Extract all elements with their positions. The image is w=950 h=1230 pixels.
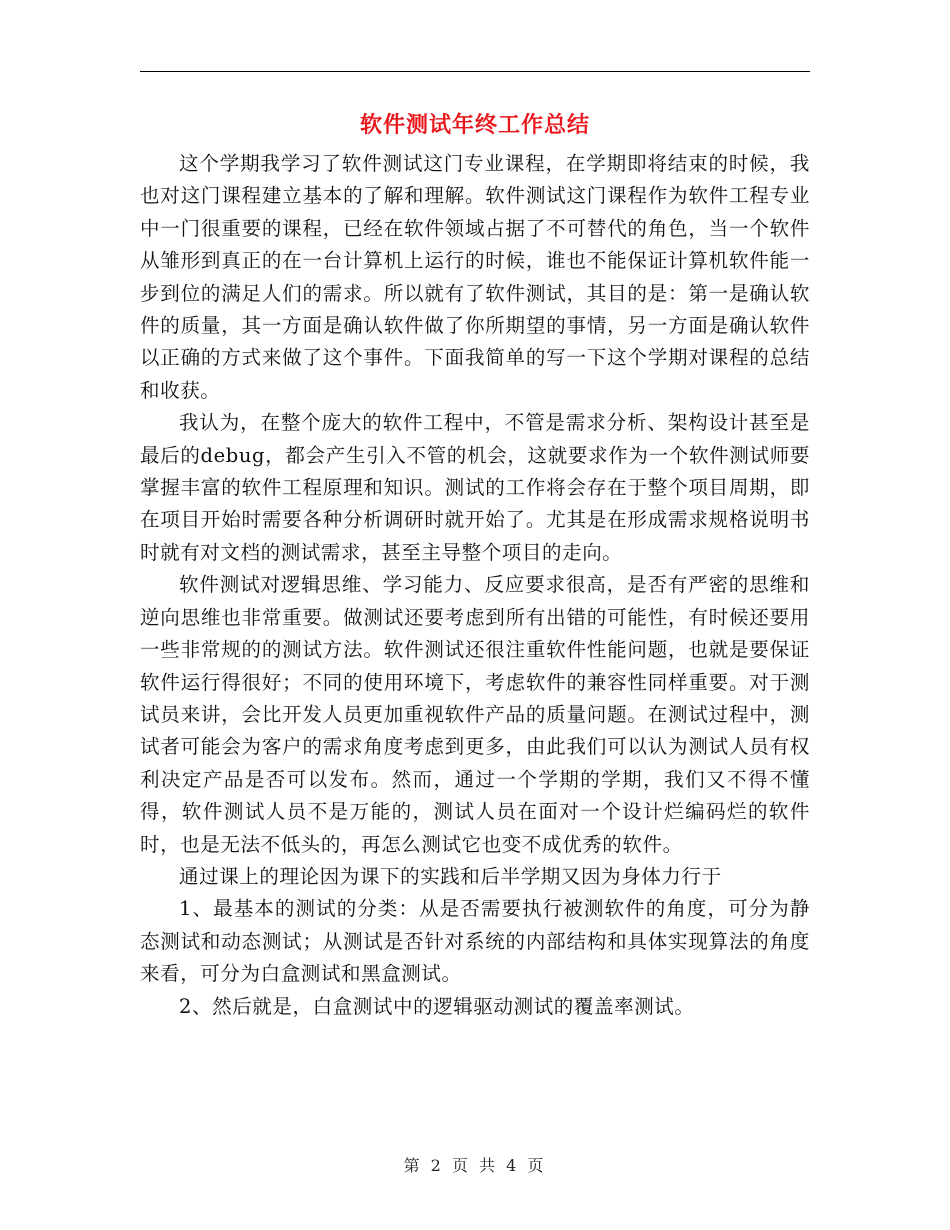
paragraph-item-2: 2、然后就是，白盒测试中的逻辑驱动测试的覆盖率测试。: [179, 994, 695, 1018]
document-title: 软件测试年终工作总结: [359, 112, 590, 138]
paragraph-thinking: 软件测试对逻辑思维、学习能力、反应要求很高，是否有严密的思维和逆向思维也非常重要。做测试还要考虑到所有出错的可能性，有时候还要用一些非常规的的测试方法。软件测试还很注重软件性能问题，也就是要保证软件运行得很好；不同的使用环境下，考虑软件的兼容性同样重要。对于测试员来讲，会比开发人员更加重视软件产品的质量问题。在测试过程中，测试者可能会为客户的需求角度考虑到更多，由此我们可以认为测试人员有权利决定产品是否可以发布。然而，通过一个学期的学期，我们又不得不懂得，软件测试人员不是万能的，测试人员在面对一个设计烂编码烂的软件时，也是无法不低头的，再怎么测试它也变不成优秀的软件。: [140, 573, 810, 856]
header-rule: [140, 71, 810, 72]
document-body: [140, 148, 810, 1023]
paragraph-engineering: 我认为，在整个庞大的软件工程中，不管是需求分析、架构设计甚至是最后的debug，都会产生引入不管的机会，这就要求作为一个软件测试师要掌握丰富的软件工程原理和知识。测试的工作将会存在于整个项目周期，即在项目开始时需要各种分析调研时就开始了。尤其是在形成需求规格说明书时就有对文档的测试需求，甚至主导整个项目的走向。: [140, 411, 810, 564]
paragraph-intro: 这个学期我学习了软件测试这门专业课程，在学期即将结束的时候，我也对这门课程建立基本的了解和理解。软件测试这门课程作为软件工程专业中一门很重要的课程，已经在软件领域占据了不可替代的角色，当一个软件从雏形到真正的在一台计算机上运行的时候，谁也不能保证计算机软件能一步到位的满足人们的需求。所以就有了软件测试，其目的是：第一是确认软件的质量，其一方面是确认软件做了你所期望的事情，另一方面是确认软件以正确的方式来做了这个事件。下面我简单的写一下这个学期对课程的总结和收获。: [140, 152, 810, 402]
paragraph-item-1: 1、最基本的测试的分类：从是否需要执行被测软件的角度，可分为静态测试和动态测试；从测试是否针对系统的内部结构和具体实现算法的角度来看，可分为白盒测试和黑盒测试。: [140, 897, 810, 986]
page-number: 第 2 页 共 4 页: [403, 1156, 547, 1175]
paragraph-practice: 通过课上的理论因为课下的实践和后半学期又因为身体力行于: [179, 864, 722, 888]
